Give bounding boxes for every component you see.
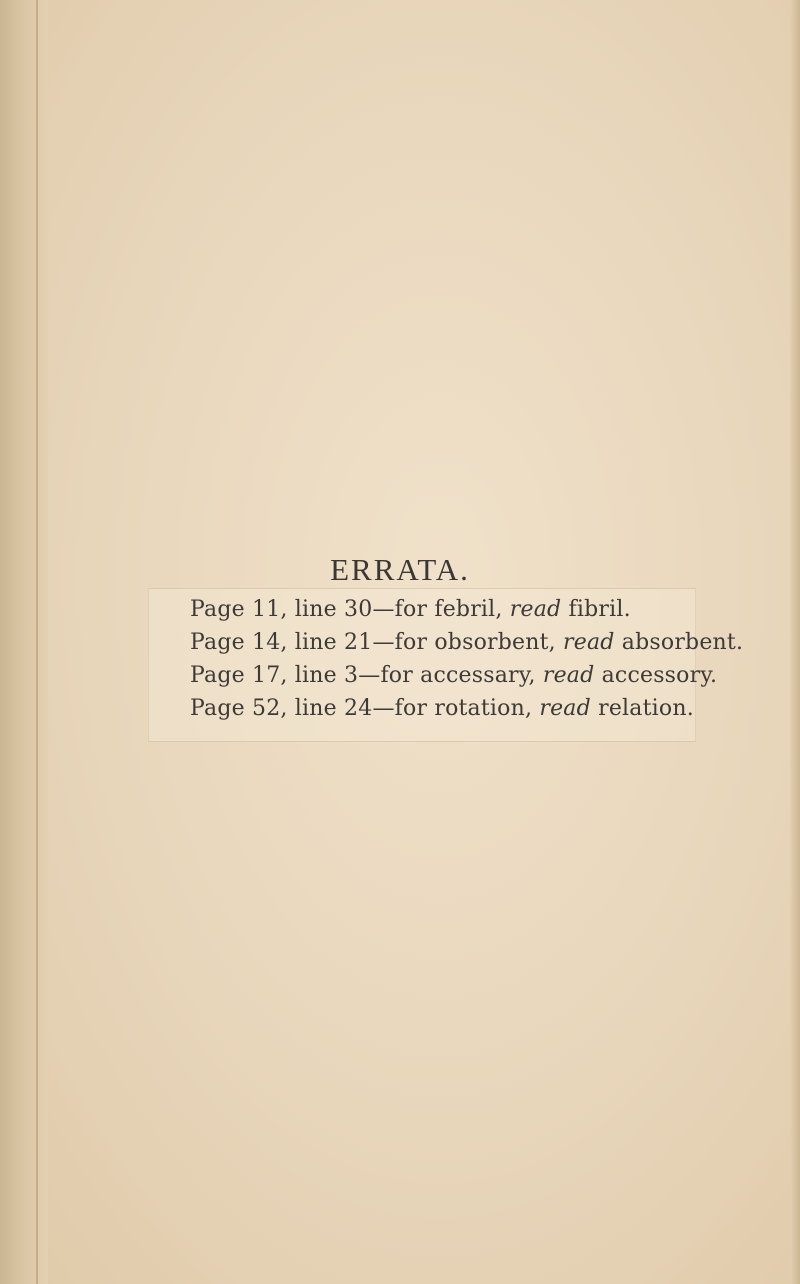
errata-read-word: read (542, 663, 595, 688)
page-gutter (0, 0, 48, 1284)
errata-entry-text: Page 11, line 30—for febril, (190, 597, 503, 622)
errata-correction: accessory. (601, 663, 718, 688)
errata-entry-text: Page 52, line 24—for rotation, (190, 696, 533, 721)
page-right-edge (790, 0, 800, 1284)
errata-entry-text: Page 17, line 3—for accessary, (190, 663, 536, 688)
errata-read-word: read (509, 597, 562, 622)
errata-entry-text: Page 14, line 21—for obsorbent, (190, 630, 556, 655)
errata-read-word: read (539, 696, 591, 721)
errata-list (190, 593, 750, 725)
errata-entry (190, 692, 750, 725)
errata-entry (190, 659, 750, 692)
errata-entry (190, 593, 750, 626)
errata-correction: fibril. (568, 597, 631, 622)
errata-heading: ERRATA. (330, 552, 470, 587)
page-fold-line (36, 0, 38, 1284)
errata-correction: relation. (598, 696, 694, 721)
errata-entry (190, 626, 750, 659)
errata-read-word: read (563, 630, 615, 655)
errata-correction: absorbent. (621, 630, 744, 655)
